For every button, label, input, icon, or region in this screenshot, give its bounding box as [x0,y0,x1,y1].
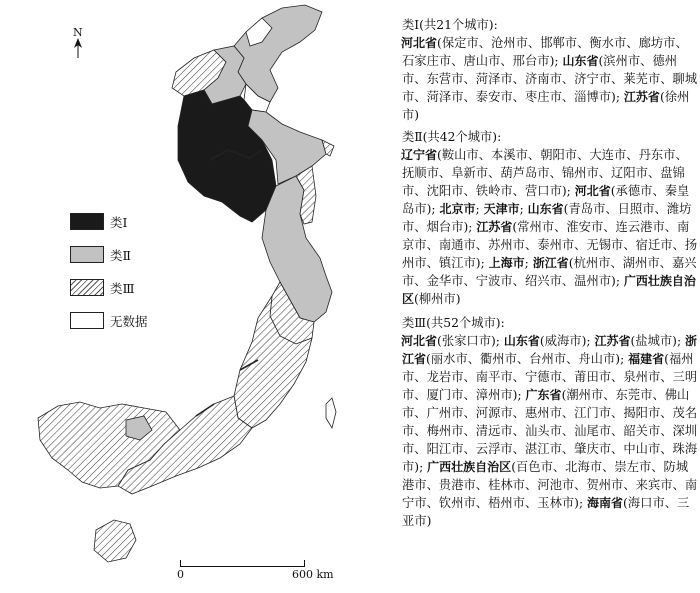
province-name: 天津市 [483,202,520,216]
group-entries-class2 [402,146,698,308]
legend-label: 类Ⅱ [110,247,131,263]
legend-label: 类Ⅲ [110,280,135,296]
city-list: (鞍山市、本溪市、朝阳市、大连市、丹东市、抚顺市、阜新市、葫芦岛市、锦州市、辽阳市、盘锦市、沈阳市、铁岭市、营口市); [402,148,688,198]
group-title-class1: 类Ⅰ(共21个城市): [402,18,498,32]
province-name: 广西壮族自治区 [427,460,512,474]
province-name: 山东省 [503,334,540,348]
city-list: ; [524,256,529,270]
city-list: (柳州市) [414,292,461,306]
legend-item-class2 [70,245,148,264]
city-list: (海口市、三亚市) [402,496,690,528]
map-legend [70,212,148,344]
city-list: (福州市、龙岩市、南平市、宁德市、莆田市、泉州市、三明市、厦门市、漳州市); [402,352,698,402]
north-arrow-icon [74,38,82,58]
legend-swatch-nodata [70,312,104,329]
province-name: 河北省 [401,334,438,348]
scale-end-label: 600 km [292,568,334,581]
city-list: (百色市、北海市、崇左市、防城港市、贵港市、桂林市、河池市、贺州市、来宾市、南宁市、钦州市、梧州市、玉林市); [402,460,698,510]
legend-item-class3 [70,278,148,297]
group-title-class3: 类Ⅲ(共52个城市): [402,316,505,330]
region-hainan [94,520,136,562]
city-list: ; [519,202,524,216]
city-list: ; [475,202,480,216]
legend-swatch-class3 [70,279,104,296]
legend-label: 类Ⅰ [110,214,128,230]
province-name: 江苏省 [623,90,660,104]
province-name: 浙江省 [532,256,569,270]
city-list: (承德市、秦皇岛市); [402,184,690,216]
legend-item-class1 [70,212,148,231]
legend-swatch-class2 [70,246,104,263]
scale-start-label: 0 [177,568,184,581]
province-name: 福建省 [628,352,665,366]
legend-label: 无数据 [110,313,148,329]
group-entries-class3 [402,332,698,530]
city-list: (常州市、淮安市、连云港市、南京市、南通市、苏州市、泰州市、无锡市、宿迁市、扬州市、镇江市); [402,220,698,270]
legend-swatch-class1 [70,213,104,230]
province-name: 江苏省 [476,220,513,234]
province-name: 辽宁省 [401,148,438,162]
city-classification-list [402,14,698,530]
city-list: (滨州市、德州市、东营市、菏泽市、济南市、济宁市、莱芜市、聊城市、菏泽市、泰安市、枣庄市、淄博市); [402,54,698,104]
province-name: 河北省 [574,184,611,198]
city-list: (威海市); [539,334,591,348]
province-name: 北京市 [439,202,476,216]
province-name: 广西壮族自治区 [402,274,696,306]
city-list: (潮州市、东莞市、佛山市、广州市、河源市、惠州市、江门市、揭阳市、茂名市、梅州市、清远市、汕头市、汕尾市、韶关市、深圳市、阳江市、云浮市、湛江市、肇庆市、中山市、珠海市); [402,388,698,474]
north-label: N [73,26,83,39]
province-name: 山东省 [527,202,564,216]
city-list: (丽水市、衢州市、台州市、舟山市); [426,352,625,366]
province-name: 山东省 [562,54,599,68]
legend-item-nodata [70,311,148,330]
city-list: (徐州市) [402,90,690,122]
province-name: 广东省 [525,388,562,402]
city-list: (保定市、沧州市、邯郸市、衡水市、廊坊市、石家庄市、唐山市、邢台市); [402,36,688,68]
scale-line [180,560,305,567]
city-list: (杭州市、湖州市、嘉兴市、金华市、宁波市、绍兴市、温州市); [402,256,697,288]
city-list: (青岛市、日照市、潍坊市、烟台市); [402,202,692,234]
province-name: 河北省 [401,36,438,50]
province-name: 浙江省 [402,334,698,366]
city-list: (张家口市); [437,334,500,348]
group-entries-class1 [402,34,698,124]
province-name: 江苏省 [594,334,631,348]
province-name: 海南省 [587,496,624,510]
group-title-class2: 类Ⅱ(共42个城市): [402,130,502,144]
province-name: 上海市 [488,256,525,270]
city-list: (盐城市); [630,334,682,348]
region-taiwan [326,398,336,428]
